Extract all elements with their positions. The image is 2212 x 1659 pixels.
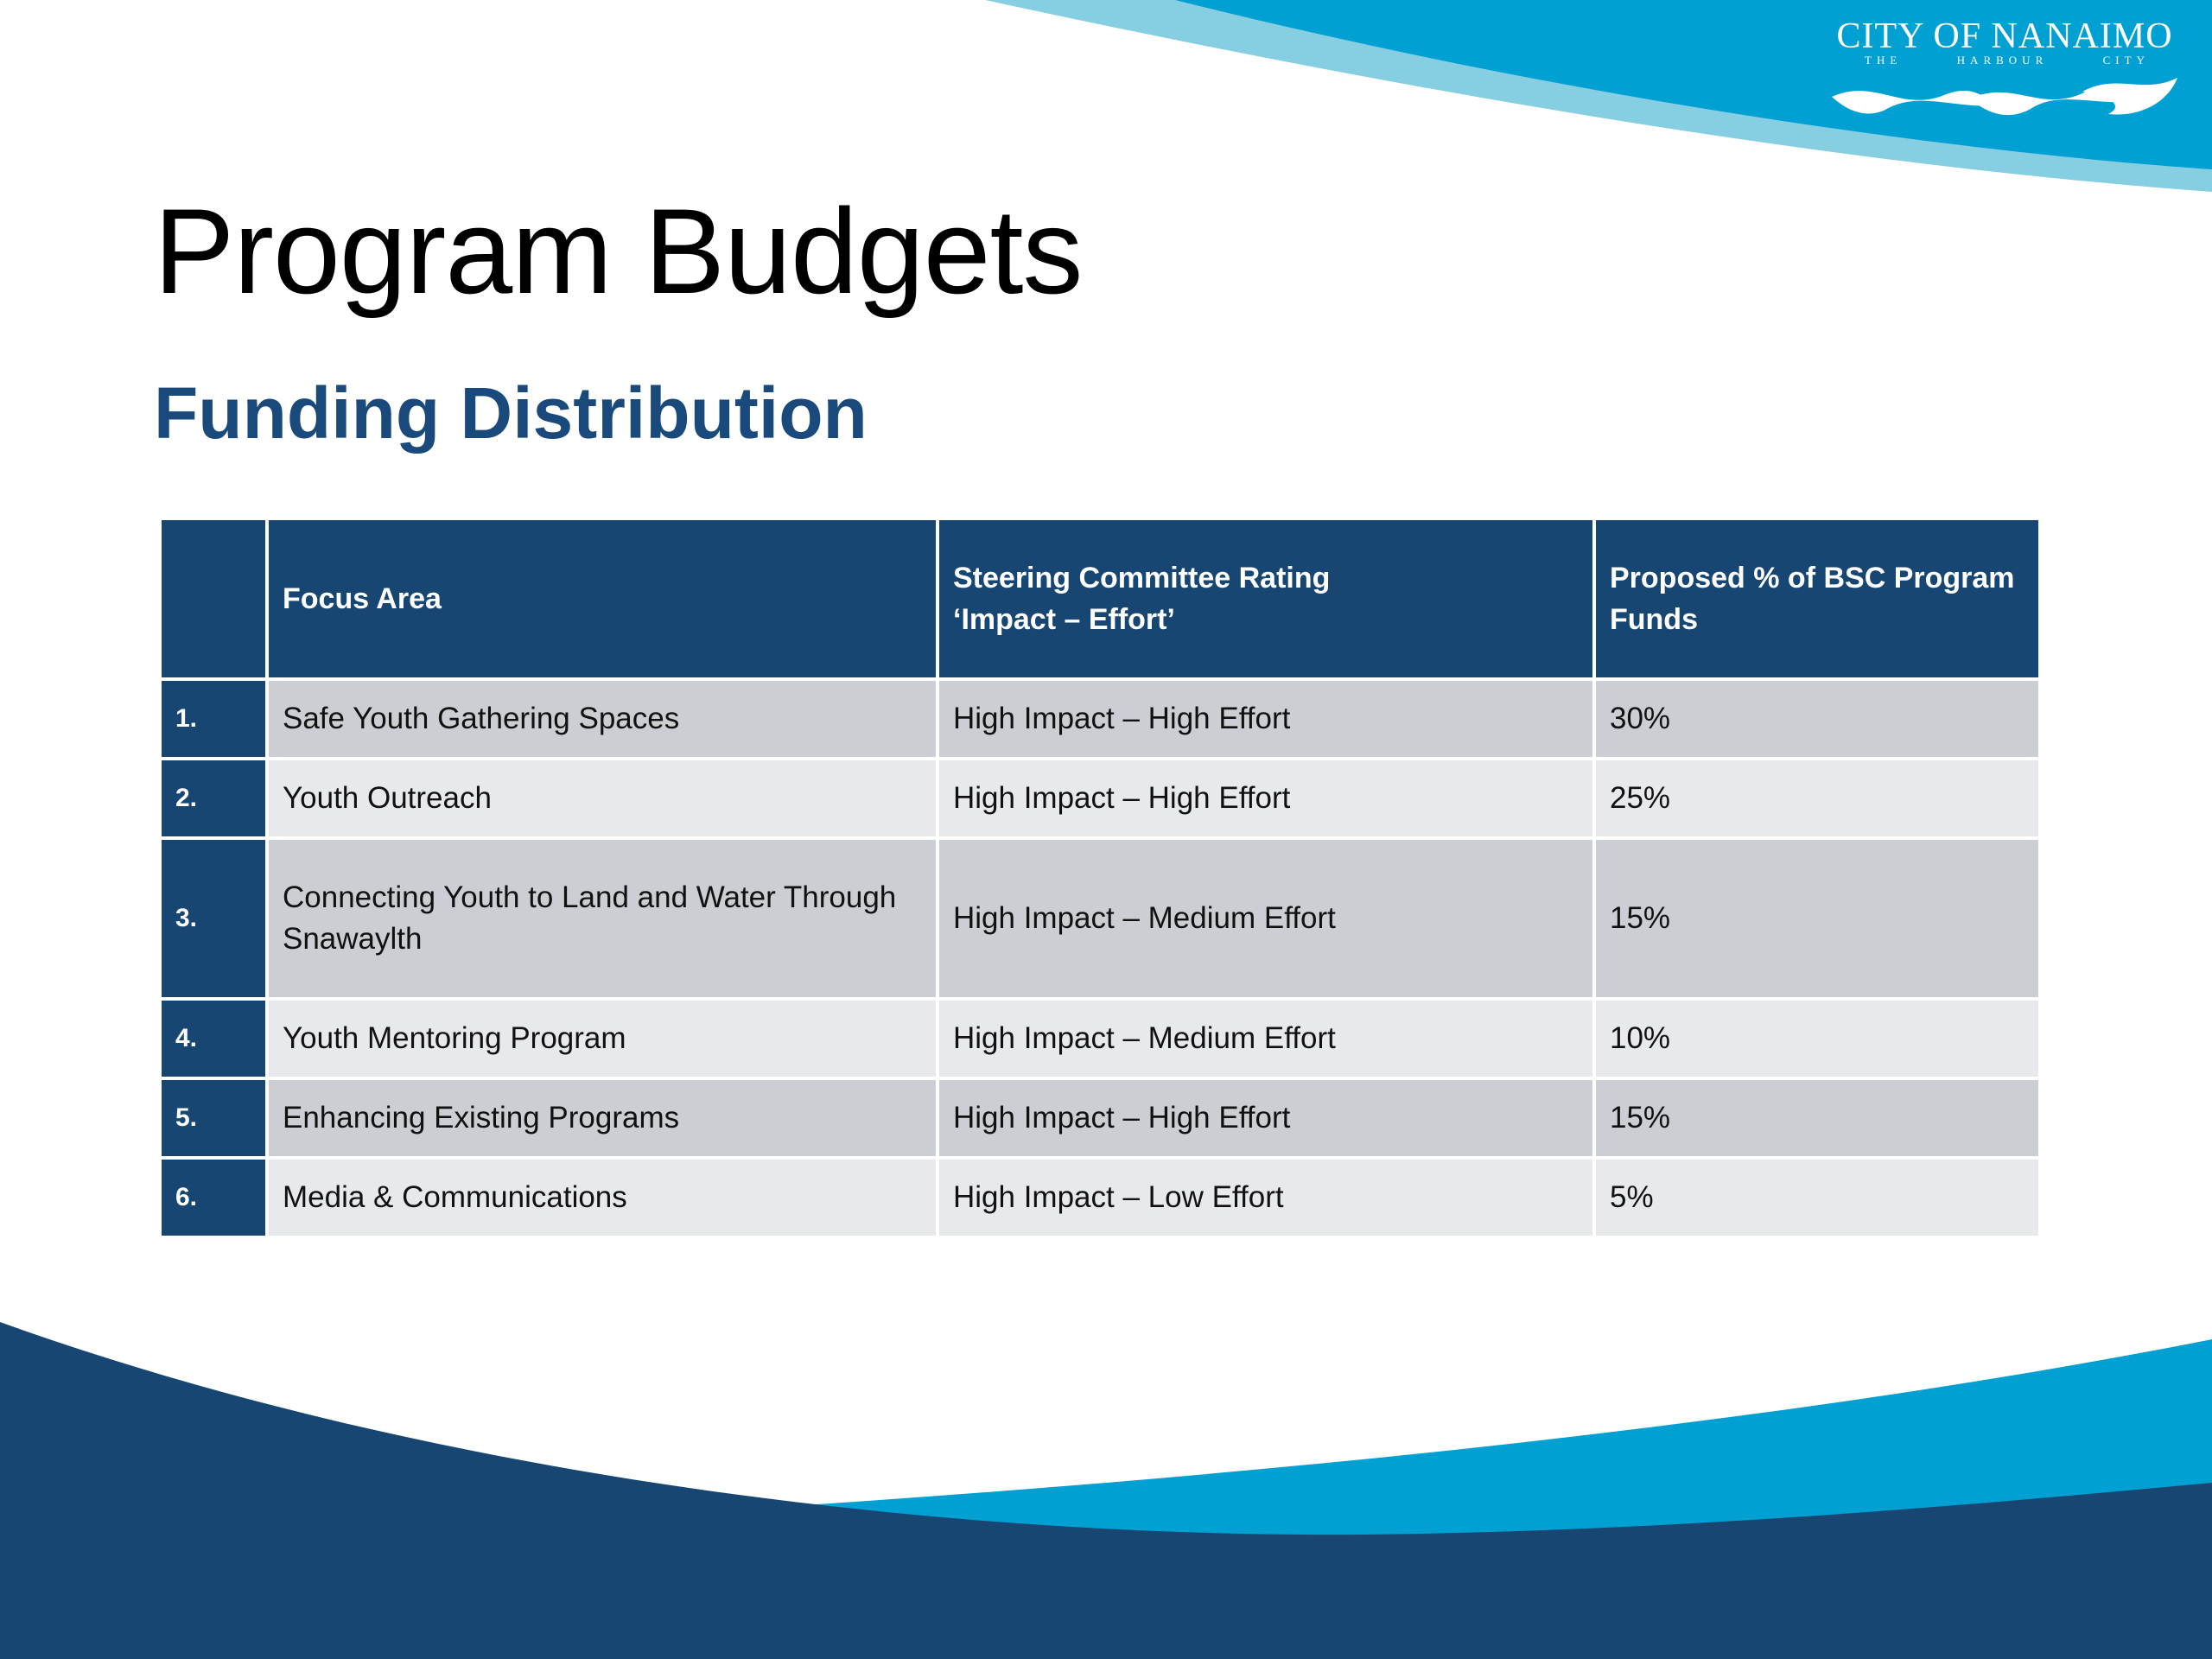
row-number: 4.: [160, 999, 267, 1078]
header-percent-line2: Funds: [1610, 603, 1698, 636]
header-rating-line2: ‘Impact – Effort’: [953, 603, 1175, 636]
slide-title: Program Budgets: [154, 183, 1083, 319]
row-percent: 15%: [1594, 838, 2040, 999]
row-focus-area: Enhancing Existing Programs: [267, 1078, 938, 1158]
city-of-nanaimo-logo: [1823, 16, 2186, 119]
row-focus-area: [267, 838, 938, 999]
row-rating: High Impact – Low Effort: [938, 1158, 1594, 1237]
row-focus-area: Youth Mentoring Program: [267, 999, 938, 1078]
table-row: [160, 838, 2040, 999]
header-rating: [938, 518, 1594, 679]
row-percent: 25%: [1594, 759, 2040, 838]
row-percent: 10%: [1594, 999, 2040, 1078]
header-number: [160, 518, 267, 679]
table-row: [160, 679, 2040, 759]
logo-tagline-word: HARBOUR: [1956, 54, 2049, 67]
row-percent: 30%: [1594, 679, 2040, 759]
row-rating: High Impact – Medium Effort: [938, 838, 1594, 999]
row-rating: High Impact – High Effort: [938, 1078, 1594, 1158]
funding-distribution-table: [158, 517, 2042, 1239]
table-row: [160, 1158, 2040, 1237]
row-percent: 5%: [1594, 1158, 2040, 1237]
row-number: 1.: [160, 679, 267, 759]
table-row: [160, 759, 2040, 838]
logo-tagline-word: CITY: [2102, 54, 2150, 67]
row-number: 6.: [160, 1158, 267, 1237]
row-rating: High Impact – High Effort: [938, 759, 1594, 838]
header-percent: [1594, 518, 2040, 679]
row-number: 3.: [160, 838, 267, 999]
table-row: [160, 1078, 2040, 1158]
header-focus-area: Focus Area: [267, 518, 938, 679]
row-percent: 15%: [1594, 1078, 2040, 1158]
wave-icon: [1823, 60, 2186, 130]
header-rating-line1: Steering Committee Rating: [953, 562, 1331, 594]
row-focus-area: Safe Youth Gathering Spaces: [267, 679, 938, 759]
row-rating: High Impact – High Effort: [938, 679, 1594, 759]
row-number: 2.: [160, 759, 267, 838]
logo-tagline-word: THE: [1865, 54, 1903, 67]
row-rating: High Impact – Medium Effort: [938, 999, 1594, 1078]
logo-title: CITY OF NANAIMO: [1836, 16, 2173, 56]
row-focus-area-line1: Connecting Youth to Land and Water Through: [283, 880, 897, 914]
header-percent-line1: Proposed % of BSC Program: [1610, 562, 2015, 594]
slide-subtitle: Funding Distribution: [154, 372, 868, 454]
table-header-row: [160, 518, 2040, 679]
row-focus-area: Youth Outreach: [267, 759, 938, 838]
row-focus-area: Media & Communications: [267, 1158, 938, 1237]
table-row: [160, 999, 2040, 1078]
row-focus-area-line2: Snawaylth: [283, 922, 423, 956]
row-number: 5.: [160, 1078, 267, 1158]
